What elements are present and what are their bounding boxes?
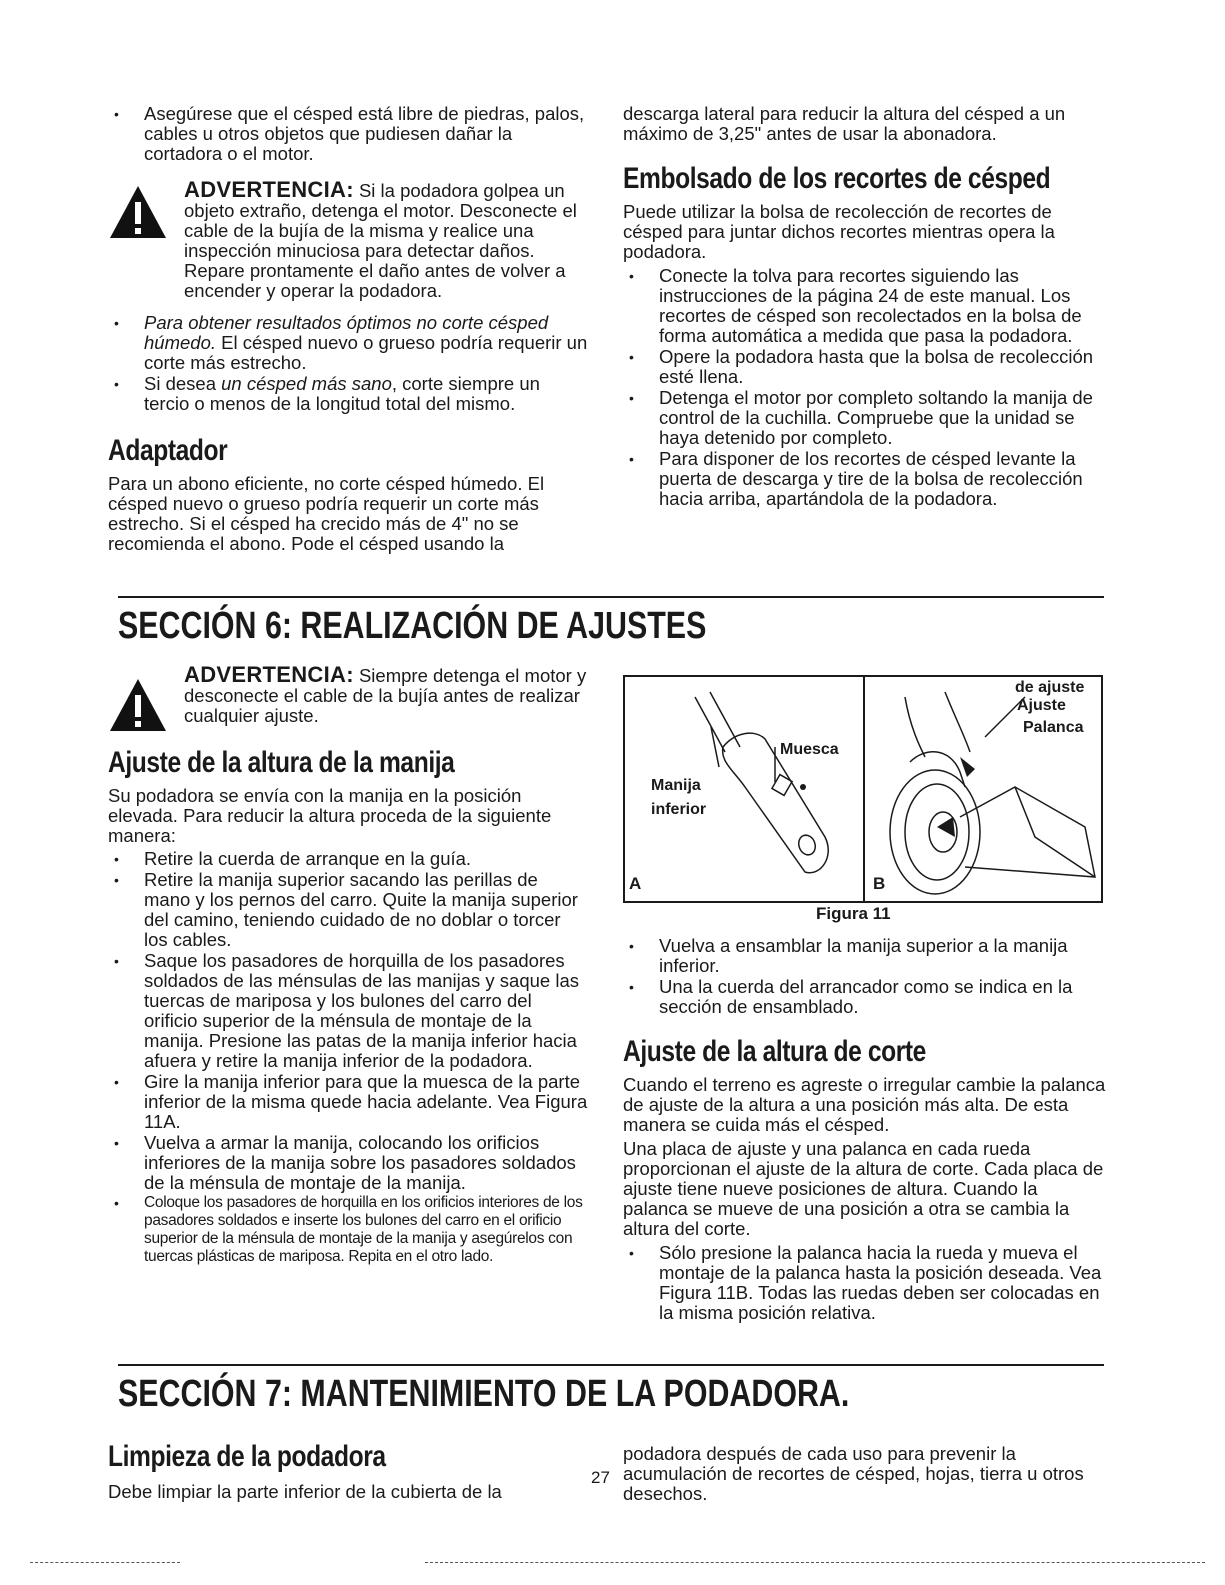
list-item: • Para disponer de los recortes de césped levante la puerta de descarga y tire de la bolsa de recolección hacia arriba, apartándola de la podadora. — [623, 449, 1107, 509]
scan-artifact-line — [425, 1562, 1205, 1564]
cut-height-heading: Ajuste de la altura de corte — [623, 1035, 926, 1068]
bullet-clear-lawn: • Asegúrese que el césped está libre de piedras, palos, cables u otros objetos que pudiesen dañar la cortadora o el motor. — [108, 104, 588, 164]
list-item: • Retire la manija superior sacando las perillas de mano y los pernos del carro. Quite la manija superior del camino, teniendo cuidado de no doblar o torcer los cables. — [108, 870, 588, 950]
list-item: • Una la cuerda del arrancador como se indica en la sección de ensamblado. — [623, 977, 1107, 1017]
label-muesca: Muesca — [780, 741, 839, 758]
handle-bullets — [108, 849, 588, 1266]
list-item: • Conecte la tolva para recortes siguiendo las instrucciones de la página 24 de este manual. Los recortes de césped son recolectados en la bolsa de forma automática a medida que pasa la podadora. — [623, 266, 1107, 346]
list-item: • Vuelva a ensamblar la manija superior a la manija inferior. — [623, 936, 1107, 976]
cleaning-text-right: podadora después de cada uso para prevenir la acumulación de recortes de césped, hojas, tierra u otros desechos. — [623, 1443, 1084, 1504]
handle-intro: Su podadora se envía con la manija en la posición elevada. Para reducir la altura proceda de la siguiente manera: — [108, 785, 552, 846]
label-ajuste: Ajuste — [1017, 697, 1066, 714]
cut-paragraph-1: Cuando el terreno es agreste o irregular cambie la palanca de ajuste de la altura a una posición más alta. De esta manera se cuida más el césped. — [623, 1074, 1106, 1135]
adaptador-text: Para un abono eficiente, no corte césped húmedo. El césped nuevo o grueso podría requerir un corte más estrecho. Si el césped ha crecido más de 4" no se recomienda el abono. Pode el césped usando la — [108, 473, 545, 554]
label-b: B — [873, 874, 886, 893]
adaptador-heading: Adaptador — [108, 434, 228, 467]
cut-paragraph-2: Una placa de ajuste y una palanca en cada rueda proporcionan el ajuste de la altura de corte. Cada placa de ajuste tiene nueve posiciones de altura. Cuando la palanca se mueve de una posición a otra se cambia la altura del corte. — [623, 1138, 1104, 1239]
warning-block-adjust — [108, 662, 588, 726]
section-6-left-column — [108, 662, 588, 1267]
scan-artifact-line — [30, 1562, 180, 1564]
label-de-ajuste: de ajuste — [1015, 679, 1085, 696]
cleaning-text-left: Debe limpiar la parte inferior de la cubierta de la — [108, 1481, 502, 1502]
figure-caption: Figura 11 — [816, 904, 891, 923]
section-6-rule — [118, 596, 1104, 598]
top-right-column — [623, 104, 1107, 510]
label-palanca: Palanca — [1023, 719, 1084, 736]
list-item: • Coloque los pasadores de horquilla en los orificios interiores de los pasadores soldados e inserte los bulones del carro en el orificio superior de la ménsula de montaje de la manija y asegúrelos con tuercas plásticas de mariposa. Repita en el otro lado. — [108, 1194, 588, 1266]
section-7-rule — [118, 1364, 1104, 1366]
section-7-left-column — [108, 1440, 588, 1502]
warning-block-foreign-object — [108, 177, 588, 301]
warning-triangle-icon — [108, 677, 168, 733]
embolsado-intro: Puede utilizar la bolsa de recolección de recortes de césped para juntar dichos recortes mientras opera la podadora. — [623, 201, 1055, 262]
figure-11 — [623, 675, 1103, 903]
bullet-wet-grass: • Para obtener resultados óptimos no corte césped húmedo. El césped nuevo o grueso podría requerir un corte más estrecho. — [108, 313, 588, 373]
warning-text: Si la podadora golpea un objeto extraño, detenga el motor. Desconecte el cable de la bujía de la misma y realice una inspección minuciosa para detectar daños. Repare prontamente el daño antes de volver a encender y operar la podadora. — [184, 180, 577, 301]
list-item: • Opere la podadora hasta que la bolsa de recolección esté llena. — [623, 347, 1107, 387]
list-item: • Saque los pasadores de horquilla de los pasadores soldados de las ménsulas de las manijas y saque las tuercas de mariposa y los bulones del carro del orificio superior de la ménsula de montaje de la manija. Presione las patas de la manija inferior hacia afuera y retire la manija inferior de la podadora. — [108, 951, 588, 1071]
label-manija: Manija — [651, 777, 701, 794]
top-left-column — [108, 104, 588, 554]
label-a: A — [629, 874, 642, 893]
bullet-healthy-lawn: • Si desea un césped más sano, corte siempre un tercio o menos de la longitud total del mismo. — [108, 374, 588, 414]
warning-triangle-icon — [108, 184, 168, 240]
warning-label: ADVERTENCIA: — [184, 662, 354, 687]
embolsado-bullets — [623, 266, 1107, 509]
warning-label: ADVERTENCIA: — [184, 177, 354, 202]
label-inferior: inferior — [651, 801, 707, 818]
warning-text: Siempre detenga el motor y desconecte el cable de la bujía antes de realizar cualquier ajuste. — [184, 665, 587, 726]
list-item: • Vuelva a armar la manija, colocando los orificios inferiores de la manija sobre los pasadores soldados de la ménsula de montaje de la manija. — [108, 1133, 588, 1193]
handle-height-heading: Ajuste de la altura de la manija — [108, 746, 455, 779]
section-7-right-column — [623, 1444, 1093, 1504]
embolsado-heading: Embolsado de los recortes de césped — [623, 162, 1051, 195]
section-6-right-column — [623, 936, 1107, 1324]
continued-text: descarga lateral para reducir la altura del césped a un máximo de 3,25" antes de usar la abonadora. — [623, 103, 1066, 144]
list-item: • Sólo presione la palanca hacia la rueda y mueva el montaje de la palanca hasta la posición deseada. Vea Figura 11B. Todas las ruedas deben ser colocadas en la misma posición relativa. — [623, 1243, 1107, 1323]
page-number: 27 — [591, 1468, 610, 1487]
cleaning-heading: Limpieza de la podadora — [108, 1440, 386, 1473]
list-item: • Detenga el motor por completo soltando la manija de control de la cuchilla. Compruebe que la unidad se haya detenido por completo. — [623, 388, 1107, 448]
list-item: • Gire la manija inferior para que la muesca de la parte inferior de la misma quede hacia adelante. Vea Figura 11A. — [108, 1072, 588, 1132]
section-6-title: SECCIÓN 6: REALIZACIÓN DE AJUSTES — [118, 605, 707, 647]
list-item: • Retire la cuerda de arranque en la guía. — [108, 849, 588, 869]
section-7-title: SECCIÓN 7: MANTENIMIENTO DE LA PODADORA. — [118, 1373, 850, 1415]
